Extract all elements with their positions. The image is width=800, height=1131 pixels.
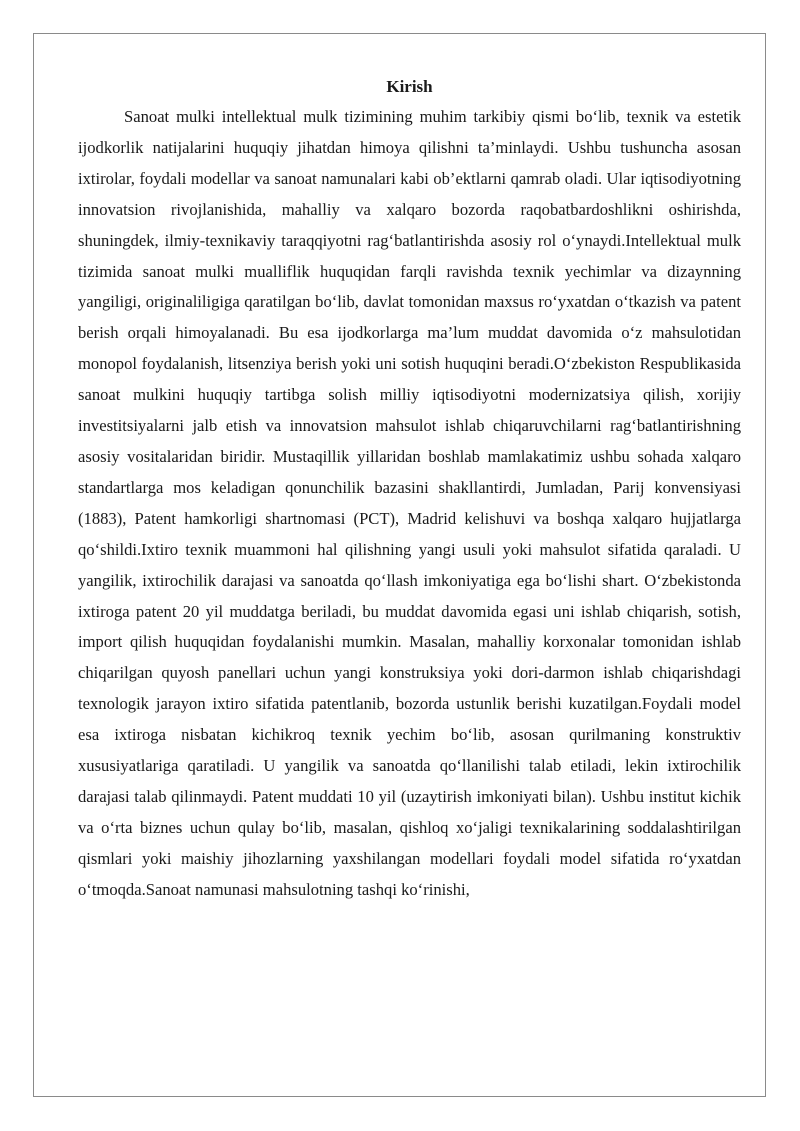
document-content xyxy=(78,72,741,906)
body-paragraph: Sanoat mulki intellektual mulk tizimining muhim tarkibiy qismi bo‘lib, texnik va estetik ijodkorlik natijalarini huquqiy jihatdan himoya qilishni ta’minlaydi. Ushbu tushuncha asosan ixtirolar, foydali modellar va sanoat namunalari kabi ob’ektlarni qamrab oladi. Ular iqtisodiyotning innovatsion rivojlanishida, mahalliy va xalqaro bozorda raqobatbardoshlikni oshirishda, shuningdek, ilmiy-texnikaviy taraqqiyotni rag‘batlantirishda asosiy rol o‘ynaydi.Intellektual mulk tizimida sanoat mulki mualliflik huquqidan farqli ravishda texnik yechimlar va dizaynning yangiligi, originaliligiga qaratilgan bo‘lib, davlat tomonidan maxsus ro‘yxatdan o‘tkazish va patent berish orqali himoyalanadi. Bu esa ijodkorlarga ma’lum muddat davomida o‘z mahsulotidan monopol foydalanish, litsenziya berish yoki uni sotish huquqini beradi.O‘zbekiston Respublikasida sanoat mulkini huquqiy tartibga solish milliy iqtisodiyotni modernizatsiya qilish, xorijiy investitsiyalarni jalb etish va innovatsion mahsulot ishlab chiqaruvchilarni rag‘batlantirishning asosiy vositalaridan biridir. Mustaqillik yillaridan boshlab mamlakatimiz ushbu sohada xalqaro standartlarga mos keladigan qonunchilik bazasini shakllantirdi, Jumladan, Parij konvensiyasi (1883), Patent hamkorligi shartnomasi (PCT), Madrid kelishuvi va boshqa xalqaro hujjatlarga qo‘shildi.Ixtiro texnik muammoni hal qilishning yangi usuli yoki mahsulot sifatida qaraladi. U yangilik, ixtirochilik darajasi va sanoatda qo‘llash imkoniyatiga ega bo‘lishi shart. O‘zbekistonda ixtiroga patent 20 yil muddatga beriladi, bu muddat davomida egasi uni ishlab chiqarish, sotish, import qilish huquqidan foydalanishi mumkin. Masalan, mahalliy korxonalar tomonidan ishlab chiqarilgan quyosh panellari uchun yangi konstruksiya yoki dori-darmon ishlab chiqarishdagi texnologik jarayon ixtiro sifatida patentlanib, bozorda ustunlik berishi kuzatilgan.Foydali model esa ixtiroga nisbatan kichikroq texnik yechim bo‘lib, asosan qurilmaning konstruktiv xususiyatlariga qaratiladi. U yangilik va sanoatda qo‘llanilishi talab etiladi, lekin ixtirochilik darajasi talab qilinmaydi. Patent muddati 10 yil (uzaytirish imkoniyati bilan). Ushbu institut kichik va o‘rta biznes uchun qulay bo‘lib, masalan, qishloq xo‘jaligi texnikalarining soddalashtirilgan qismlari yoki maishiy jihozlarning yaxshilangan modellari foydali model sifatida ro‘yxatdan o‘tmoqda.Sanoat namunasi mahsulotning tashqi ko‘rinishi, xyxy=(78,107,741,899)
document-title: Kirish xyxy=(386,77,433,96)
